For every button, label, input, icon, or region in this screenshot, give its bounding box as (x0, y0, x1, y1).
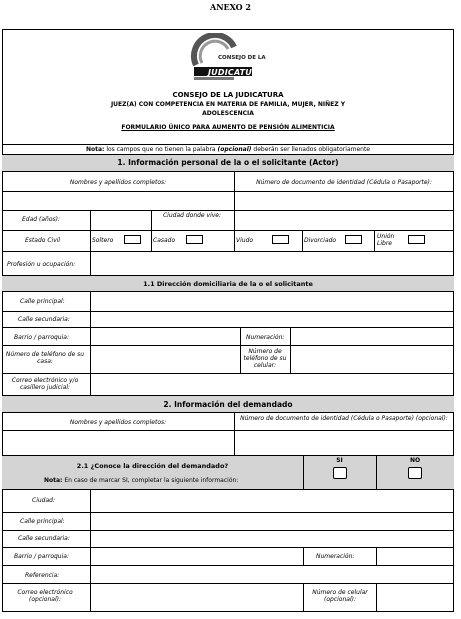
annex-title: ANEXO 2 (209, 2, 251, 12)
numeration-label: Numeración: (246, 334, 285, 341)
section21-question: 2.1 ¿Conoce la dirección del demandado? (76, 462, 229, 470)
section1-title: 1. Información personal de la o el solicitante (Actor) (117, 158, 339, 167)
union-checkbox[interactable] (408, 235, 425, 244)
defendant-numeration-input[interactable] (377, 548, 453, 564)
divorced-checkbox[interactable] (345, 235, 362, 244)
yes-checkbox[interactable] (333, 467, 347, 479)
form-title: FORMULARIO ÚNICO PARA AUMENTO DE PENSIÓN ALIMENTICIA (121, 124, 335, 131)
header-org: CONSEJO DE LA JUDICATURA (172, 91, 284, 99)
defendant-email-input[interactable] (91, 584, 302, 611)
header-line3: ADOLESCENCIA (202, 110, 254, 117)
defendant-city-input[interactable] (91, 491, 453, 511)
header-line2: JUEZ(A) CON COMPETENCIA EN MATERIA DE FAMILIA, MUJER, NIÑEZ Y (110, 101, 346, 108)
civil-status-label: Estado Civil (25, 237, 61, 244)
defendant-city-label: Ciudad: (32, 497, 55, 504)
defendant-neighborhood-label: Barrio / parroquia: (14, 553, 69, 560)
single-checkbox[interactable] (124, 235, 141, 244)
widow-checkbox[interactable] (272, 235, 289, 244)
logo-text-line2: JUDICATURA (208, 68, 265, 77)
defendant-secondary-street-label: Calle secundaria: (18, 535, 70, 542)
note-line: Nota: los campos que no tienen la palabra (opcional) deberán ser llenados obligatoriamente (85, 146, 371, 153)
city-input[interactable] (235, 211, 453, 229)
neighborhood-label: Barrio / parroquia: (14, 334, 69, 341)
neighborhood-input[interactable] (91, 328, 239, 344)
secondary-street-input[interactable] (91, 312, 453, 326)
defendant-main-street-label: Calle principal: (20, 518, 65, 525)
section21-note: Nota: En caso de marcar SI, completar la siguiente información: (44, 477, 239, 484)
age-input[interactable] (91, 211, 150, 229)
cell-phone-input[interactable] (291, 346, 453, 372)
defendant-main-street-input[interactable] (91, 513, 453, 529)
main-street-input[interactable] (91, 293, 453, 310)
reference-input[interactable] (91, 566, 453, 582)
no-checkbox[interactable] (408, 467, 422, 479)
logo-text-line1: CONSEJO DE LA (218, 55, 266, 61)
defendant-cell-label: Número de celular (opcional): (312, 589, 368, 603)
home-phone-label: Número de teléfono de su casa: (5, 351, 85, 365)
reference-label: Referencia: (25, 572, 60, 579)
section11-title: 1.1 Dirección domiciliaria de la o el solicitante (143, 280, 313, 288)
defendant-names-input[interactable] (3, 431, 233, 454)
defendant-id-input[interactable] (235, 431, 453, 454)
section2-title: 2. Información del demandado (163, 400, 293, 409)
married-label: Casado (153, 237, 176, 244)
yes-label: SI (336, 457, 343, 464)
defendant-id-label: Número de documento de identidad (Cédula o Pasaporte) (opcional): (240, 415, 448, 422)
actor-names-input[interactable] (3, 192, 233, 209)
age-label: Edad (años): (22, 216, 60, 223)
defendant-names-label: Nombres y apellidos completos: (69, 419, 167, 426)
defendant-cell-input[interactable] (377, 584, 453, 611)
secondary-street-label: Calle secundaria: (18, 316, 70, 323)
occupation-input[interactable] (91, 252, 453, 274)
email-label: Correo electrónico y/o casillero judicial: (11, 377, 79, 391)
occupation-label: Profesión u ocupación: (7, 261, 76, 268)
defendant-numeration-label: Numeración: (316, 553, 355, 560)
widow-label: Viudo (236, 237, 254, 244)
judicatura-logo (186, 33, 272, 83)
numeration-input[interactable] (291, 328, 453, 344)
married-checkbox[interactable] (186, 235, 203, 244)
no-label: NO (409, 457, 421, 464)
union-label: Unión Libre (377, 233, 395, 247)
cell-phone-label: Número de teléfono de su celular: (243, 348, 287, 369)
actor-id-label: Número de documento de identidad (Cédula o Pasaporte): (256, 179, 432, 186)
defendant-email-label: Correo electrónico (opcional): (17, 589, 73, 603)
defendant-secondary-street-input[interactable] (91, 531, 453, 546)
actor-id-input[interactable] (235, 192, 453, 209)
city-label: Ciudad donde vive: (162, 212, 222, 219)
actor-names-label: Nombres y apellidos completos: (69, 179, 167, 186)
main-street-label: Calle principal: (20, 298, 65, 305)
single-label: Soltero (92, 237, 114, 244)
divorced-label: Divorciado (304, 237, 337, 244)
defendant-neighborhood-input[interactable] (91, 548, 302, 564)
email-input[interactable] (91, 374, 453, 394)
home-phone-input[interactable] (91, 346, 239, 372)
